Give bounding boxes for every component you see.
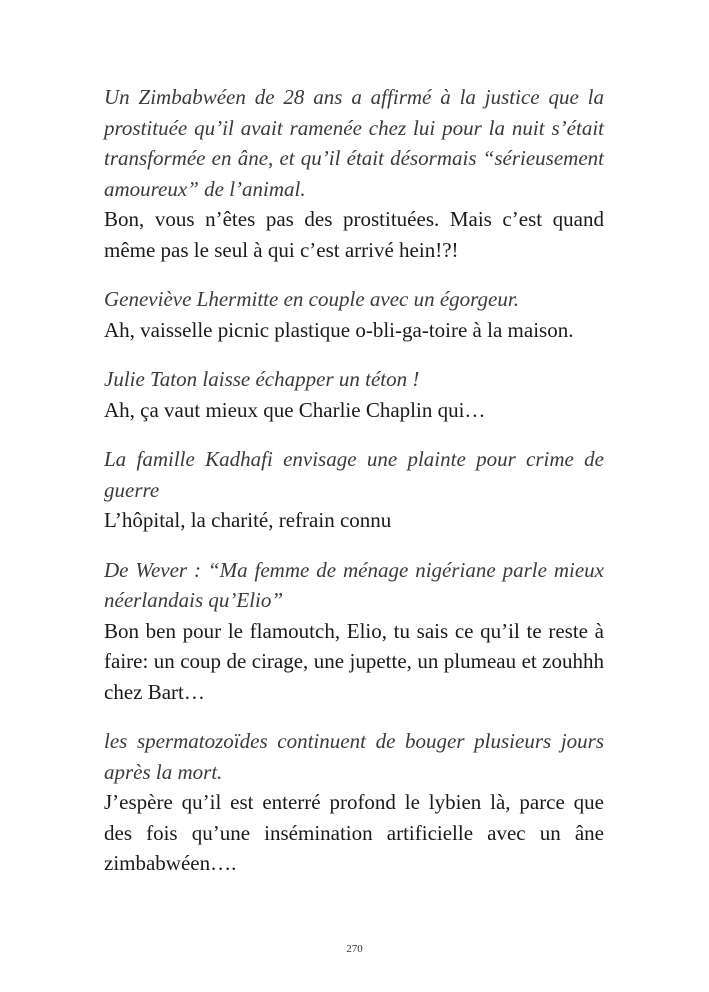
- entry-taton: [104, 364, 604, 425]
- entry-de-wever: [104, 555, 604, 708]
- entry-comment: Bon, vous n’êtes pas des prostituées. Mais c’est quand même pas le seul à qui c’est arrivé hein!?!: [104, 207, 604, 262]
- entry-comment: Ah, ça vaut mieux que Charlie Chaplin qui…: [104, 397, 486, 422]
- entry-headline: les spermatozoïdes continuent de bouger plusieurs jours après la mort.: [104, 729, 604, 784]
- entry-comment: L’hôpital, la charité, refrain connu: [104, 508, 392, 532]
- entry-lhermitte: [104, 284, 604, 345]
- entry-headline: De Wever : “Ma femme de ménage nigériane parle mieux néerlandais qu’Elio”: [104, 557, 604, 612]
- entry-comment: Bon ben pour le flamoutch, Elio, tu sais ce qu’il te reste à faire: un coup de cirage, une jupette, un plumeau et zouhhh chez Bart…: [104, 618, 604, 704]
- entry-kadhafi: [104, 444, 604, 536]
- entry-spermatozoides: [104, 726, 604, 879]
- entry-headline: Un Zimbabwéen de 28 ans a affirmé à la justice que la prostituée qu’il avait ramenée chez lui pour la nuit s’était transformée en âne, et qu’il était désormais “sérieusement amoureux” de l’animal.: [104, 85, 604, 201]
- entry-comment: J’espère qu’il est enterré profond le lybien là, parce que des fois qu’une insémination artificielle avec un âne zimbabwéen….: [104, 790, 604, 875]
- entry-headline: Geneviève Lhermitte en couple avec un égorgeur.: [104, 287, 519, 311]
- entry-headline: La famille Kadhafi envisage une plainte pour crime de guerre: [104, 447, 604, 502]
- page-body: [104, 82, 604, 898]
- entry-headline: Julie Taton laisse échapper un téton !: [104, 367, 420, 391]
- entry-comment: Ah, vaisselle picnic plastique o-bli-ga-toire à la maison.: [104, 317, 574, 342]
- entry-zimbabwe: [104, 82, 604, 265]
- page-number: 270: [346, 943, 363, 955]
